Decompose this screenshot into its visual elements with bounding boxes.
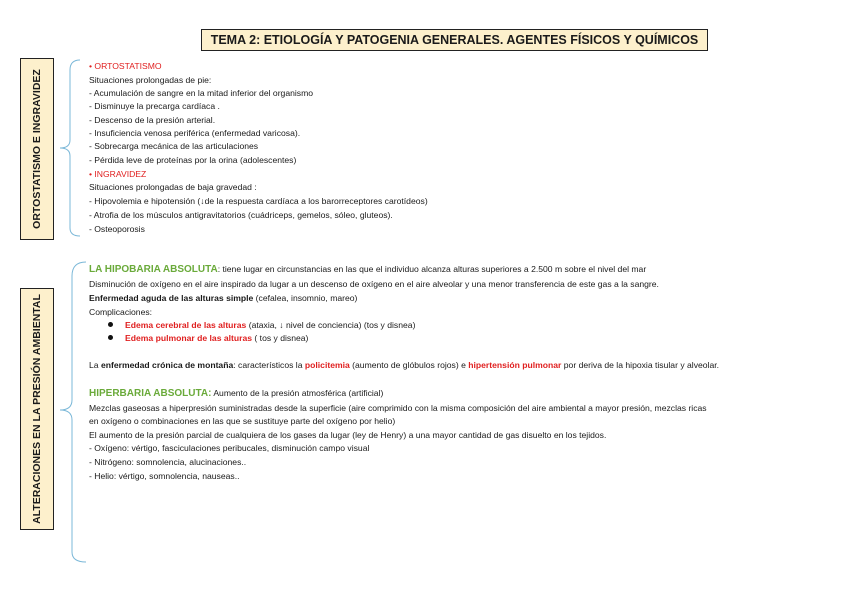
enf-aguda-desc: (cefalea, insomnio, mareo): [253, 293, 358, 303]
ortostatismo-item: - Insuficiencia venosa periférica (enfermedad varicosa).: [89, 128, 301, 138]
hiperbaria-item: - Nitrógeno: somnolencia, alucinaciones..: [89, 457, 247, 467]
ortostatismo-item: - Sobrecarga mecánica de las articulaciones: [89, 141, 259, 151]
hipobaria-line2: Disminución de oxígeno en el aire inspirado da lugar a un descenso de oxígeno en el aire alveolar y una menor transferencia de este gas a la sangre.: [89, 279, 659, 289]
edema-pulmonar-title: Edema pulmonar de las alturas: [125, 333, 253, 343]
side-label-presion-text: ALTERACIONES EN LA PRESIÓN AMBIENTAL: [31, 294, 43, 524]
side-label-ortostatismo-text: ORTOSTATISMO E INGRAVIDEZ: [31, 69, 43, 229]
edema-pulmonar-desc: ( tos y disnea): [252, 333, 309, 343]
cronica-mid2: (aumento de glóbulos rojos) e: [349, 360, 469, 370]
hiperbaria-title: HIPERBARIA ABSOLUTA:: [89, 388, 212, 399]
hiperbaria-text: en oxígeno o combinaciones en las que se sustituye parte del oxígeno por helio): [89, 416, 396, 426]
ingravidez-intro: Situaciones prolongadas de baja gravedad :: [89, 182, 257, 192]
page-title: TEMA 2: ETIOLOGÍA Y PATOGENIA GENERALES. AGENTES FÍSICOS Y QUÍMICOS: [201, 29, 708, 51]
edema-pulmonar-item: [108, 332, 308, 344]
brace-presion: [60, 262, 86, 562]
ingravidez-heading: • INGRAVIDEZ: [89, 169, 147, 179]
ortostatismo-item: - Acumulación de sangre en la mitad inferior del organismo: [89, 88, 314, 98]
ortostatismo-item: - Pérdida leve de proteínas por la orina (adolescentes): [89, 155, 297, 165]
ingravidez-item: - Hipovolemia e hipotensión (↓de la respuesta cardíaca a los barorreceptores carotídeos): [89, 196, 428, 206]
bullet-icon: [108, 322, 113, 327]
ingravidez-item: - Osteoporosis: [89, 224, 145, 234]
hiperbaria-text: El aumento de la presión parcial de cualquiera de los gases da lugar (ley de Henry) a una mayor cantidad de gas disuelto en los tejidos.: [89, 430, 607, 440]
edema-cerebral-title: Edema cerebral de las alturas: [125, 320, 247, 330]
complicaciones-label: Complicaciones:: [89, 307, 153, 317]
hipobaria-title: LA HIPOBARIA ABSOLUTA: [89, 264, 218, 275]
ortostatismo-item: - Descenso de la presión arterial.: [89, 115, 216, 125]
hiperbaria-item: - Helio: vértigo, somnolencia, nauseas..: [89, 471, 240, 481]
ortostatismo-item: - Disminuye la precarga cardíaca .: [89, 101, 220, 111]
hiperbaria-text: Mezclas gaseosas a hiperpresión suministradas desde la superficie (aire comprimido con la misma composición del aire ambiental a mayor presión, mezclas ricas: [89, 403, 707, 413]
hiperbaria-item: - Oxígeno: vértigo, fasciculaciones peribucales, disminución campo visual: [89, 443, 370, 453]
brace-ortostatismo: [60, 60, 80, 236]
hipobaria-desc: : tiene lugar en circunstancias en las que el individuo alcanza alturas superiores a 2.500 m sobre el nivel del mar: [217, 264, 647, 274]
enf-aguda-title: Enfermedad aguda de las alturas simple: [89, 293, 254, 303]
cronica-mid1: : característicos la: [233, 360, 305, 370]
hiperbaria-line: [89, 387, 383, 400]
hiperbaria-desc: Aumento de la presión atmosférica (artificial): [211, 388, 384, 398]
hipertension-term: hipertensión pulmonar: [468, 360, 562, 370]
edema-cerebral-desc: (ataxia, ↓ nivel de conciencia) (tos y disnea): [246, 320, 416, 330]
ortostatismo-intro: Situaciones prolongadas de pie:: [89, 75, 212, 85]
ingravidez-item: - Atrofia de los músculos antigravitatorios (cuádriceps, gemelos, sóleo, gluteos).: [89, 210, 393, 220]
edema-cerebral-item: [108, 319, 415, 331]
cronica-line: [89, 359, 719, 371]
ortostatismo-heading: • ORTOSTATISMO: [89, 61, 162, 71]
cronica-end: por deriva de la hipoxia tisular y alveolar.: [561, 360, 720, 370]
enf-aguda-line: [89, 292, 357, 304]
cronica-title: enfermedad crónica de montaña: [100, 360, 234, 370]
cronica-pre: La: [89, 360, 101, 370]
hipobaria-line: [89, 263, 646, 276]
policitemia-term: policitemia: [304, 360, 350, 370]
bullet-icon: [108, 335, 113, 340]
